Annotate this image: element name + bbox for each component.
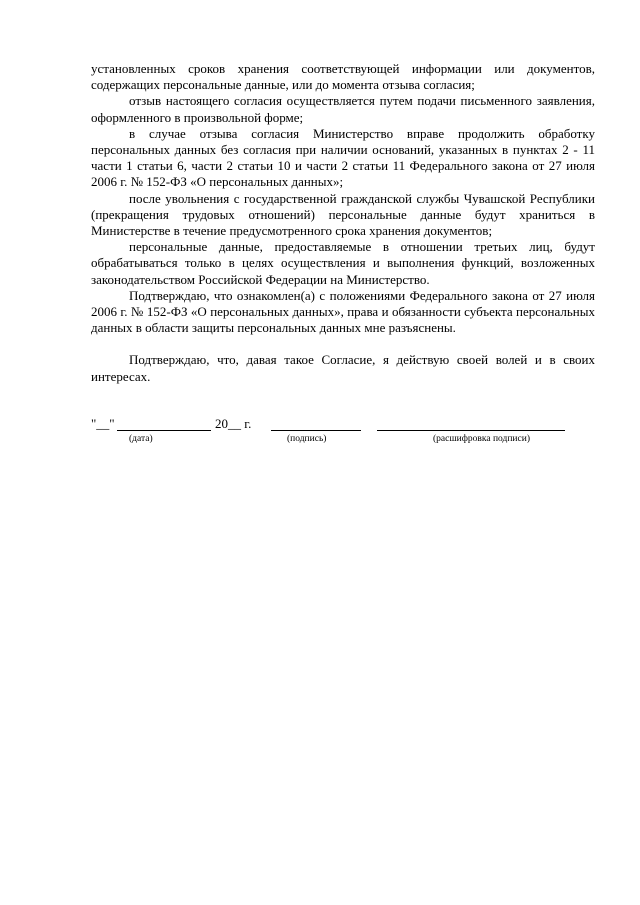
date-day-field: "__"	[91, 416, 115, 431]
paragraph-withdrawal-consequences: в случае отзыва согласия Министерство вправе продолжить обработку персональных данных без согласия при наличии оснований, указанных в пунктах 2 - 11 части 1 статьи 6, части 2 статьи 10 и части 2 статьи 11 Федерального закона от 27 июля 2006 г. № 152-ФЗ «О персональных данных»;	[91, 125, 595, 190]
signature-line	[271, 430, 361, 431]
caption-signature: (подпись)	[287, 434, 327, 444]
caption-date: (дата)	[129, 434, 153, 444]
document-body	[91, 61, 595, 385]
paragraph-acknowledgement: Подтверждаю, что ознакомлен(а) с положениями Федерального закона от 27 июля 2006 г. № 152-ФЗ «О персональных данных», права и обязанности субъекта персональных данных в области защиты персональных данных мне разъяснены.	[91, 287, 595, 336]
caption-decoding: (расшифровка подписи)	[433, 434, 530, 444]
signature-decoding-line	[377, 430, 565, 431]
paragraph-storage-period: установленных сроков хранения соответствующей информации или документов, содержащих персональные данные, или до момента отзыва согласия;	[91, 61, 595, 93]
date-year-field: 20__ г.	[215, 416, 252, 431]
paragraph-third-parties: персональные данные, предоставляемые в отношении третьих лиц, будут обрабатываться только в целях осуществления и выполнения функций, возложенных законодательством Российской Федерации на Министерство.	[91, 239, 595, 287]
paragraph-free-will: Подтверждаю, что, давая такое Согласие, я действую своей волей и в своих интересах.	[91, 352, 595, 384]
date-month-line	[117, 430, 211, 431]
paragraph-after-dismissal: после увольнения с государственной гражданской службы Чувашской Республики (прекращения трудовых отношений) персональные данные будут храниться в Министерстве в течение предусмотренного срока хранения документов;	[91, 190, 595, 239]
spacer	[91, 336, 595, 352]
paragraph-withdrawal: отзыв настоящего согласия осуществляется путем подачи письменного заявления, оформленного в произвольной форме;	[91, 93, 595, 125]
signature-block	[91, 416, 595, 450]
